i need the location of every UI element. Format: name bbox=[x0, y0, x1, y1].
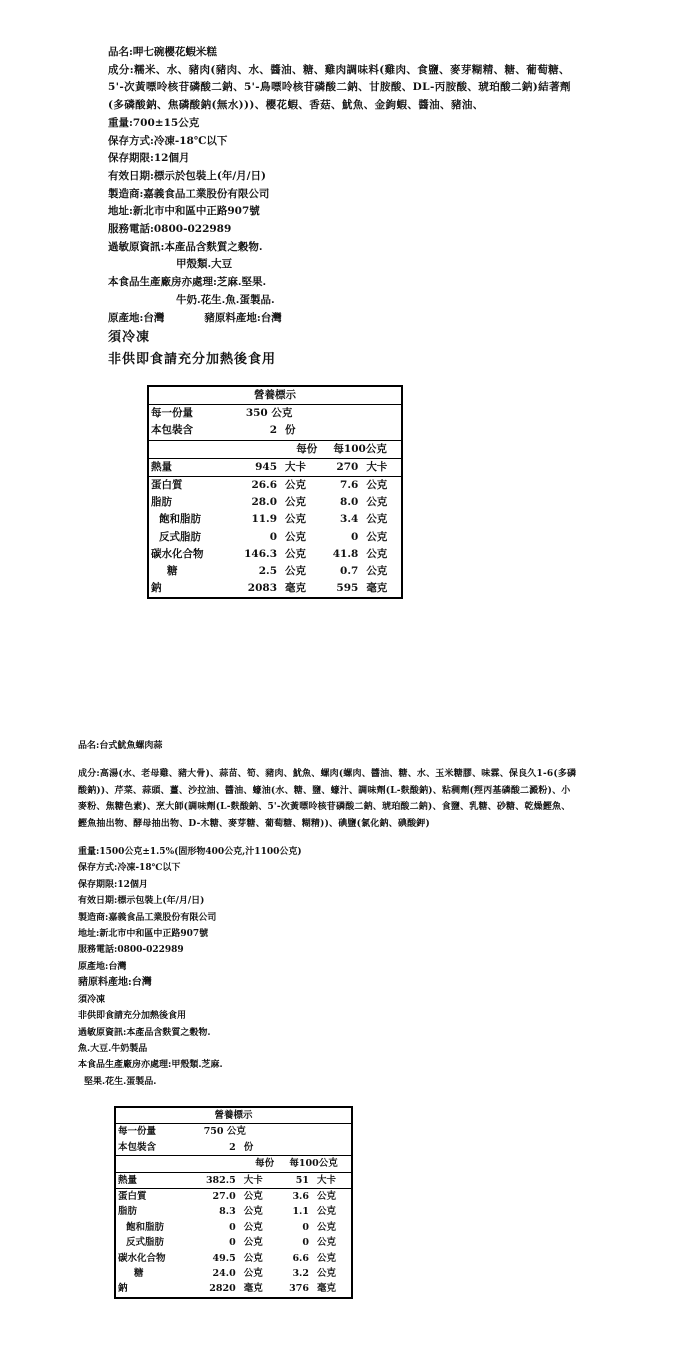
nutrient-name: 碳水化合物 bbox=[151, 547, 204, 560]
per-100g-unit: 公克 bbox=[366, 565, 388, 578]
per-100g-value: 0 bbox=[302, 1237, 309, 1249]
per-serving-unit: 公克 bbox=[243, 1191, 263, 1203]
per-100g-unit: 公克 bbox=[366, 496, 388, 509]
per-100g-value: 3.4 bbox=[340, 513, 359, 526]
per-100g-unit: 公克 bbox=[316, 1206, 336, 1218]
per-serving-unit: 毫克 bbox=[285, 582, 307, 595]
per-serving-unit: 大卡 bbox=[279, 458, 319, 476]
per-100g-unit: 公克 bbox=[366, 513, 388, 526]
product1-storage: 保存方式:冷凍-18℃以下 bbox=[108, 134, 228, 147]
nutrition1-col-per-100: 每100公克 bbox=[319, 440, 402, 458]
per-serving-value: 146.3 bbox=[244, 547, 278, 560]
per-100g-value: 0 bbox=[302, 1221, 309, 1233]
per-serving-value: 2.5 bbox=[258, 565, 278, 578]
nutrition-row bbox=[115, 1235, 352, 1250]
per-100g-value: 8.0 bbox=[340, 496, 359, 509]
nutrition2-count-unit: 份 bbox=[238, 1140, 352, 1156]
nutrient-name: 碳水化合物 bbox=[118, 1252, 166, 1264]
product2-storage: 保存方式:冷凍-18℃以下 bbox=[78, 863, 181, 874]
nutrition-row bbox=[115, 1189, 352, 1205]
nutrient-name: 糖 bbox=[167, 565, 178, 578]
per-100g-unit: 公克 bbox=[316, 1191, 336, 1203]
per-serving-unit: 公克 bbox=[243, 1268, 263, 1280]
nutrition-row bbox=[115, 1204, 352, 1219]
per-serving-value: 0 bbox=[229, 1237, 236, 1249]
nutrition1-count-value: 2 bbox=[228, 422, 279, 440]
per-100g-value: 6.6 bbox=[292, 1252, 309, 1264]
product1-phone: 服務電話:0800-022989 bbox=[108, 223, 232, 236]
nutrition1-count-label: 本包裝含 bbox=[148, 422, 228, 440]
nutrition-row bbox=[115, 1220, 352, 1235]
per-100g-unit: 公克 bbox=[316, 1268, 336, 1280]
nutrient-name: 飽和脂肪 bbox=[126, 1221, 165, 1233]
per-100g-value: 41.8 bbox=[332, 547, 359, 560]
per-100g-value: 595 bbox=[336, 582, 359, 595]
per-serving-value: 28.0 bbox=[251, 496, 278, 509]
product1-allergen-line2: 甲殼類.大豆 bbox=[176, 258, 233, 271]
nutrition2-count-label: 本包裝含 bbox=[115, 1140, 190, 1156]
per-100g-unit: 毫克 bbox=[366, 582, 388, 595]
per-serving-unit: 公克 bbox=[285, 565, 307, 578]
product1-origin: 原產地:台灣 bbox=[108, 311, 165, 324]
product1-facility-line1: 本食品生產廠房亦處理:芝麻.堅果. bbox=[108, 276, 267, 289]
product1-shelf-life: 保存期限:12個月 bbox=[108, 152, 190, 165]
product2-name: 品名:台式魷魚螺肉蒜 bbox=[78, 741, 163, 751]
per-serving-value: 11.9 bbox=[251, 513, 278, 526]
nutrition-row bbox=[148, 563, 402, 580]
nutrition-row bbox=[115, 1281, 352, 1297]
nutrient-name: 熱量 bbox=[115, 1172, 190, 1188]
nutrient-name: 脂肪 bbox=[118, 1206, 138, 1218]
per-100g-value: 270 bbox=[319, 458, 360, 476]
product1-ingredients: 成分:糯米、水、豬肉(豬肉、水、醬油、糖、雞肉調味料(雞肉、食鹽、麥芽糊精、糖、葡萄糖、5'-次黃嘌呤核苷磷酸二鈉、5'-鳥嘌呤核苷磷酸二鈉、甘胺酸、DL-丙胺酸、琥珀酸二鈉)結著劑(多磷酸鈉、焦磷酸鈉(無水)))、櫻花蝦、香菇、魷魚、金鉤蝦、醬油、豬油、 bbox=[108, 63, 571, 112]
nutrition-row bbox=[115, 1266, 352, 1281]
product2-phone: 服務電話:0800-022989 bbox=[78, 945, 184, 956]
product2-facility-line1: 本食品生產廠房亦處理:甲殼類.芝麻. bbox=[78, 1060, 223, 1071]
nutrient-name: 鈉 bbox=[118, 1283, 128, 1295]
nutrition-row bbox=[148, 529, 402, 546]
per-100g-value: 1.1 bbox=[292, 1206, 309, 1218]
product1-name: 品名:呷七碗櫻花蝦米糕 bbox=[108, 46, 217, 58]
nutrition1-count-unit: 份 bbox=[279, 422, 402, 440]
nutrition2-serving-label: 每一份量 bbox=[118, 1126, 157, 1138]
product1-expiry: 有效日期:標示於包裝上(年/月/日) bbox=[108, 169, 266, 182]
per-serving-unit: 公克 bbox=[285, 513, 307, 526]
per-serving-value: 49.5 bbox=[212, 1252, 236, 1264]
product2-ingredients: 成分:高湯(水、老母雞、豬大骨)、蒜苗、筍、豬肉、魷魚、螺肉(螺肉、醬油、糖、水、玉米糖膠、味霖、保良久1-6(多磷酸鈉))、芹菜、蒜頭、薑、沙拉油、醬油、蠔油(水、糖、鹽、蠔汁、調味劑(L-麩酸鈉)、粘稠劑(羥丙基磷酸二澱粉)、小麥粉、焦糖色素)、烹大師(調味劑(L-麩酸鈉、5'-次黃嘌呤核苷磷酸二鈉、琥珀酸二鈉)、食鹽、乳糖、砂糖、乾燥鰹魚、鰹魚抽出物、酵母抽出物、D-木糖、麥芽糖、葡萄糖、糊精))、碘鹽(氯化鈉、碘酸鉀) bbox=[78, 769, 577, 829]
nutrient-name: 蛋白質 bbox=[151, 479, 183, 492]
per-serving-unit: 公克 bbox=[285, 530, 307, 543]
per-100g-value: 0 bbox=[351, 530, 359, 543]
per-serving-unit: 公克 bbox=[285, 479, 307, 492]
per-100g-unit: 公克 bbox=[366, 547, 388, 560]
per-serving-value: 24.0 bbox=[212, 1268, 236, 1280]
product2-label bbox=[78, 738, 578, 1090]
per-100g-unit: 大卡 bbox=[360, 458, 402, 476]
nutrition-row bbox=[148, 580, 402, 598]
per-serving-unit: 公克 bbox=[243, 1252, 263, 1264]
nutrition2-count-value: 2 bbox=[190, 1140, 238, 1156]
product1-weight: 重量:700±15公克 bbox=[108, 116, 200, 129]
nutrition2-col-per-100: 每100公克 bbox=[276, 1156, 352, 1172]
product2-allergen-line1: 過敏原資訊:本產品含麩質之穀物. bbox=[78, 1027, 211, 1038]
nutrition-table-1 bbox=[147, 385, 403, 599]
per-serving-value: 945 bbox=[228, 458, 279, 476]
nutrition1-serving-label: 每一份量 bbox=[151, 407, 193, 420]
product1-frozen: 須冷凍 bbox=[108, 330, 151, 346]
nutrition-row bbox=[148, 546, 402, 563]
nutrient-name: 脂肪 bbox=[151, 496, 172, 509]
product2-manufacturer: 製造商:嘉義食品工業股份有限公司 bbox=[78, 912, 217, 923]
per-serving-unit: 大卡 bbox=[238, 1172, 276, 1188]
product1-notice: 非供即食請充分加熱後食用 bbox=[108, 352, 277, 368]
product1-manufacturer: 製造商:嘉義食品工業股份有限公司 bbox=[108, 187, 270, 200]
per-100g-value: 51 bbox=[276, 1172, 311, 1188]
per-serving-unit: 公克 bbox=[243, 1206, 263, 1218]
nutrient-name: 飽和脂肪 bbox=[159, 513, 201, 526]
nutrition2-col-per-serving: 每份 bbox=[190, 1156, 276, 1172]
nutrition-table-2 bbox=[114, 1106, 353, 1299]
product1-allergen-line1: 過敏原資訊:本產品含麩質之穀物. bbox=[108, 240, 263, 253]
per-100g-unit: 公克 bbox=[366, 479, 388, 492]
per-100g-unit: 公克 bbox=[366, 530, 388, 543]
per-serving-value: 0 bbox=[229, 1221, 236, 1233]
per-100g-value: 376 bbox=[289, 1283, 309, 1295]
product2-notice: 非供即食請充分加熱後食用 bbox=[78, 1011, 187, 1022]
product2-facility-line2: 堅果.花生.蛋製品. bbox=[84, 1076, 157, 1087]
product1-label bbox=[108, 44, 578, 371]
per-serving-value: 2820 bbox=[209, 1283, 236, 1295]
product2-pork-origin: 豬原料產地:台灣 bbox=[78, 977, 152, 989]
product2-shelf-life: 保存期限:12個月 bbox=[78, 879, 148, 890]
product1-origin-row bbox=[108, 310, 578, 328]
per-serving-unit: 公克 bbox=[285, 496, 307, 509]
nutrition-row bbox=[148, 477, 402, 495]
per-serving-unit: 公克 bbox=[243, 1221, 263, 1233]
nutrition2-serving-value: 750 公克 bbox=[203, 1126, 246, 1138]
per-100g-value: 7.6 bbox=[340, 479, 359, 492]
per-serving-unit: 公克 bbox=[285, 547, 307, 560]
per-100g-unit: 公克 bbox=[316, 1221, 336, 1233]
nutrition1-serving-value: 350 公克 bbox=[245, 407, 293, 420]
nutrient-name: 反式脂肪 bbox=[126, 1237, 165, 1249]
per-100g-unit: 大卡 bbox=[311, 1172, 352, 1188]
per-serving-unit: 毫克 bbox=[243, 1283, 263, 1295]
per-100g-unit: 公克 bbox=[316, 1237, 336, 1249]
nutrient-name: 糖 bbox=[134, 1268, 144, 1280]
product2-expiry: 有效日期:標示包裝上(年/月/日) bbox=[78, 896, 205, 907]
nutrient-name: 蛋白質 bbox=[118, 1191, 147, 1203]
per-100g-value: 3.6 bbox=[292, 1191, 309, 1203]
nutrition1-col-per-serving: 每份 bbox=[228, 440, 319, 458]
product1-address: 地址:新北市中和區中正路907號 bbox=[108, 205, 260, 218]
nutrient-name: 反式脂肪 bbox=[159, 530, 201, 543]
nutrition-row bbox=[115, 1172, 352, 1188]
nutrition-row bbox=[148, 458, 402, 476]
per-serving-value: 2083 bbox=[247, 582, 278, 595]
product2-address: 地址:新北市中和區中正路907號 bbox=[78, 929, 209, 940]
per-serving-value: 27.0 bbox=[212, 1191, 236, 1203]
per-serving-value: 0 bbox=[269, 530, 278, 543]
nutrition-row bbox=[148, 494, 402, 511]
per-100g-unit: 毫克 bbox=[316, 1283, 336, 1295]
per-serving-value: 382.5 bbox=[190, 1172, 238, 1188]
nutrient-name: 熱量 bbox=[148, 458, 228, 476]
per-100g-value: 3.2 bbox=[292, 1268, 309, 1280]
per-serving-value: 26.6 bbox=[251, 479, 278, 492]
nutrition-row bbox=[148, 511, 402, 528]
product1-pork-origin: 豬原料產地:台灣 bbox=[204, 311, 282, 324]
nutrition1-title: 營養標示 bbox=[148, 386, 402, 405]
product2-frozen: 須冷凍 bbox=[78, 994, 106, 1005]
nutrient-name: 鈉 bbox=[151, 582, 162, 595]
per-serving-unit: 公克 bbox=[243, 1237, 263, 1249]
nutrition2-title: 營養標示 bbox=[115, 1107, 352, 1124]
product2-weight: 重量:1500公克±1.5%(固形物400公克,汁1100公克) bbox=[78, 847, 302, 858]
nutrition-row bbox=[115, 1251, 352, 1266]
product1-facility-line2: 牛奶.花生.魚.蛋製品. bbox=[176, 293, 275, 306]
per-100g-value: 0.7 bbox=[340, 565, 359, 578]
product2-origin: 原產地:台灣 bbox=[78, 961, 127, 972]
per-100g-unit: 公克 bbox=[316, 1252, 336, 1264]
product2-allergen-line2: 魚.大豆.牛奶製品 bbox=[78, 1043, 148, 1054]
per-serving-value: 8.3 bbox=[219, 1206, 236, 1218]
